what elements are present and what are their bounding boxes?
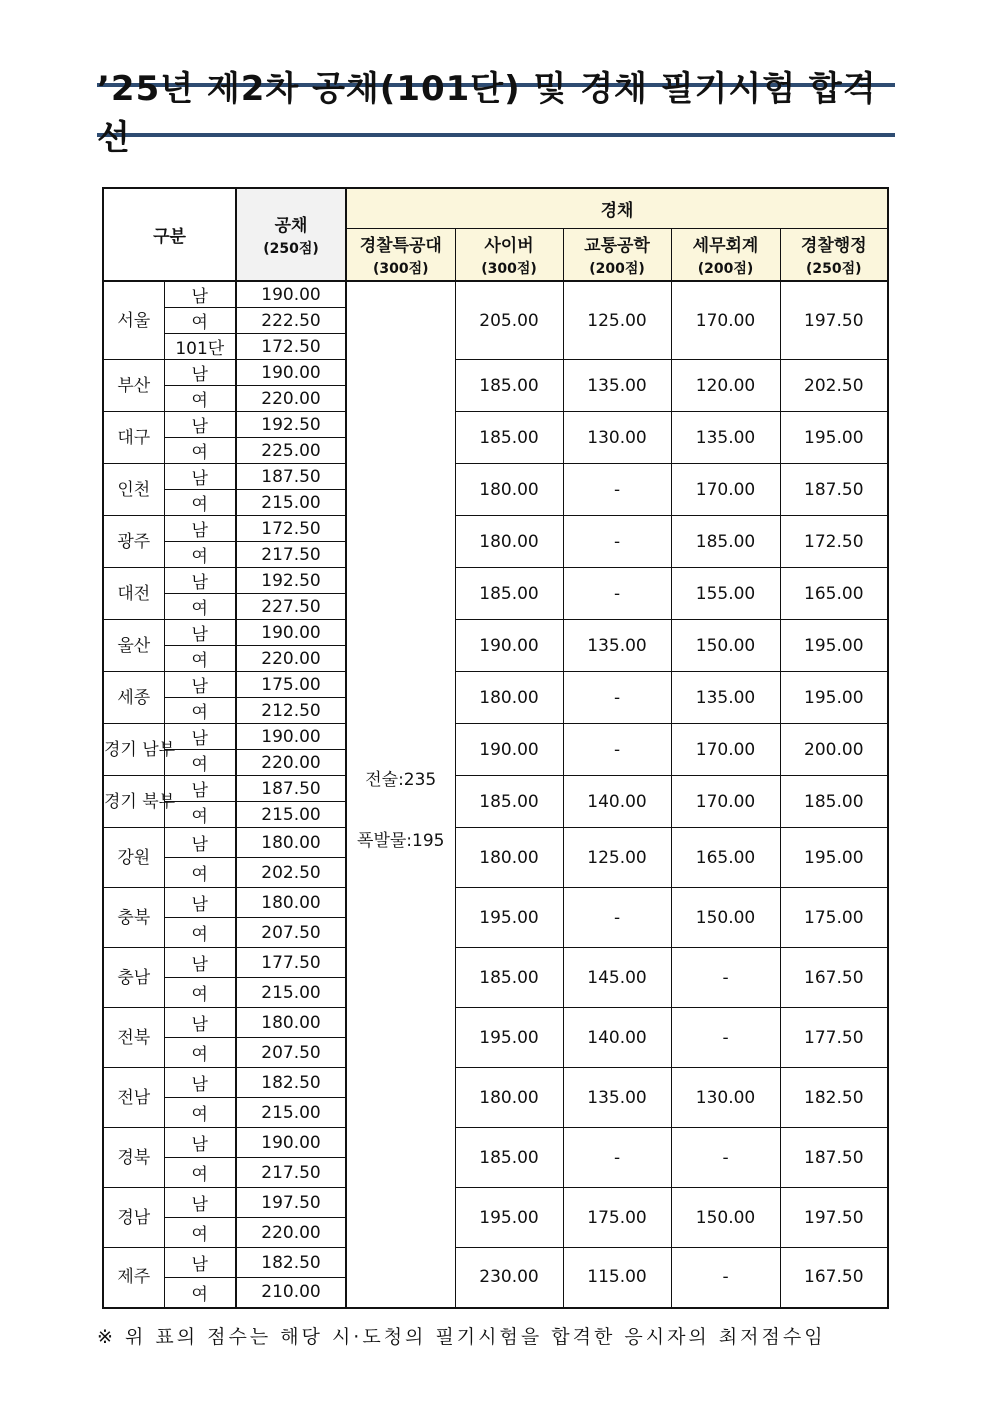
footnote: ※ 위 표의 점수는 해당 시·도청의 필기시험을 합격한 응시자의 최저점수임 [97,1326,826,1348]
tax-score: 155.00 [671,568,780,620]
cyber-score: 195.00 [455,1188,563,1248]
gender-label: 여 [164,308,236,334]
table-row [103,948,888,978]
cyber-score: 185.00 [455,776,563,828]
gender-label: 남 [164,360,236,386]
gender-label: 남 [164,464,236,490]
traffic-score: 140.00 [563,1008,671,1068]
region-name: 강원 [103,828,164,888]
traffic-score: 130.00 [563,412,671,464]
table-row [103,620,888,646]
gongchae-score: 225.00 [236,438,346,464]
gongchae-score: 215.00 [236,490,346,516]
cyber-score: 195.00 [455,1008,563,1068]
region-name: 경기 남부 [103,724,164,776]
admin-score: 195.00 [780,620,888,672]
header-gyeongchae: 경채 [346,188,888,228]
header-gongchae-points: (250점) [263,241,319,257]
gongchae-score: 215.00 [236,978,346,1008]
traffic-score: 125.00 [563,281,671,360]
tax-score: - [671,1008,780,1068]
table-row [103,828,888,858]
gender-label: 남 [164,828,236,858]
table-row [103,568,888,594]
region-name: 제주 [103,1248,164,1308]
cyber-score: 205.00 [455,281,563,360]
gongchae-score: 217.50 [236,542,346,568]
region-name: 충남 [103,948,164,1008]
tax-score: 150.00 [671,620,780,672]
table-row [103,1008,888,1038]
table-row [103,464,888,490]
region-name: 전북 [103,1008,164,1068]
table-body [103,281,888,1308]
traffic-score: - [563,1128,671,1188]
admin-score: 165.00 [780,568,888,620]
gongchae-score: 175.00 [236,672,346,698]
cyber-score: 190.00 [455,620,563,672]
gongchae-score: 215.00 [236,802,346,828]
gender-label: 남 [164,948,236,978]
region-name: 충북 [103,888,164,948]
table-row [103,776,888,802]
admin-score: 195.00 [780,412,888,464]
gender-label: 여 [164,918,236,948]
gender-label: 여 [164,802,236,828]
gongchae-score: 210.00 [236,1278,346,1308]
gongchae-score: 180.00 [236,888,346,918]
gongchae-score: 190.00 [236,281,346,308]
gongchae-score: 207.50 [236,918,346,948]
admin-score: 187.50 [780,464,888,516]
cyber-score: 180.00 [455,516,563,568]
region-name: 대전 [103,568,164,620]
header-col-label: 경찰행정 [800,235,867,256]
gender-label: 남 [164,888,236,918]
gender-label: 여 [164,750,236,776]
gender-label: 남 [164,1188,236,1218]
traffic-score: - [563,516,671,568]
gender-label: 남 [164,516,236,542]
admin-score: 187.50 [780,1128,888,1188]
header-col-cyber [455,228,563,281]
gongchae-score: 212.50 [236,698,346,724]
gender-label: 여 [164,1218,236,1248]
table-row [103,888,888,918]
gongchae-score: 190.00 [236,360,346,386]
cyber-score: 190.00 [455,724,563,776]
tax-score: 135.00 [671,672,780,724]
gongchae-score: 192.50 [236,412,346,438]
tax-score: 170.00 [671,776,780,828]
header-col-label: 교통공학 [584,235,650,256]
admin-score: 195.00 [780,672,888,724]
gender-label: 여 [164,438,236,464]
gongchae-score: 190.00 [236,1128,346,1158]
gender-label: 남 [164,1248,236,1278]
gender-label: 여 [164,978,236,1008]
gongchae-score: 190.00 [236,620,346,646]
cyber-score: 195.00 [455,888,563,948]
cutoff-table [102,187,889,1309]
admin-score: 175.00 [780,888,888,948]
cyber-score: 185.00 [455,412,563,464]
table-row [103,672,888,698]
gongchae-score: 215.00 [236,1098,346,1128]
table-row [103,281,888,308]
gender-label: 여 [164,646,236,672]
admin-score: 185.00 [780,776,888,828]
region-name: 경남 [103,1188,164,1248]
gender-label: 여 [164,1038,236,1068]
traffic-score: - [563,724,671,776]
cyber-score: 180.00 [455,672,563,724]
traffic-score: 175.00 [563,1188,671,1248]
table-row [103,724,888,750]
page-title: ’25년 제2차 공채(101단) 및 경채 필기시험 합격선 [97,69,877,158]
admin-score: 167.50 [780,948,888,1008]
traffic-score: 135.00 [563,360,671,412]
tax-score: - [671,1128,780,1188]
header-col-admin [780,228,888,281]
gender-label: 101단 [164,334,236,360]
gongchae-score: 220.00 [236,1218,346,1248]
gender-label: 남 [164,568,236,594]
table-row [103,1128,888,1158]
traffic-score: 135.00 [563,1068,671,1128]
cyber-score: 180.00 [455,1068,563,1128]
table-row [103,360,888,386]
table-row [103,1188,888,1218]
gender-label: 남 [164,1008,236,1038]
special-forces-tactics: 전술:235 [365,770,437,790]
traffic-score: - [563,464,671,516]
gongchae-score: 207.50 [236,1038,346,1068]
gongchae-score: 182.50 [236,1068,346,1098]
gender-label: 여 [164,1158,236,1188]
cyber-score: 185.00 [455,1128,563,1188]
cyber-score: 185.00 [455,568,563,620]
gongchae-score: 220.00 [236,386,346,412]
tax-score: - [671,948,780,1008]
region-name: 울산 [103,620,164,672]
admin-score: 197.50 [780,281,888,360]
gender-label: 남 [164,776,236,802]
traffic-score: - [563,672,671,724]
table-row [103,1068,888,1098]
gender-label: 여 [164,1098,236,1128]
header-col-tax [671,228,780,281]
cyber-score: 185.00 [455,948,563,1008]
header-col-points: (300점) [372,260,429,277]
gongchae-score: 197.50 [236,1188,346,1218]
gongchae-score: 182.50 [236,1248,346,1278]
table-row [103,516,888,542]
tax-score: 150.00 [671,888,780,948]
traffic-score: - [563,888,671,948]
admin-score: 202.50 [780,360,888,412]
gongchae-score: 180.00 [236,1008,346,1038]
gongchae-score: 202.50 [236,858,346,888]
gongchae-score: 192.50 [236,568,346,594]
cyber-score: 230.00 [455,1248,563,1308]
gender-label: 여 [164,386,236,412]
region-name: 경기 북부 [103,776,164,828]
region-name: 인천 [103,464,164,516]
header-col-points: (200점) [697,260,754,277]
gongchae-score: 177.50 [236,948,346,978]
gender-label: 남 [164,1128,236,1158]
gongchae-score: 172.50 [236,334,346,360]
gongchae-score: 227.50 [236,594,346,620]
region-name: 부산 [103,360,164,412]
tax-score: 120.00 [671,360,780,412]
admin-score: 197.50 [780,1188,888,1248]
gender-label: 여 [164,858,236,888]
cyber-score: 185.00 [455,360,563,412]
gongchae-score: 187.50 [236,776,346,802]
gender-label: 남 [164,724,236,750]
title-box [97,69,895,158]
table-row [103,1248,888,1278]
gender-label: 여 [164,490,236,516]
gender-label: 여 [164,698,236,724]
special-forces-cell [346,281,455,1308]
gender-label: 여 [164,542,236,568]
region-name: 서울 [103,281,164,360]
admin-score: 172.50 [780,516,888,568]
admin-score: 182.50 [780,1068,888,1128]
gongchae-score: 220.00 [236,646,346,672]
tax-score: 170.00 [671,724,780,776]
tax-score: - [671,1248,780,1308]
traffic-score: - [563,568,671,620]
gongchae-score: 187.50 [236,464,346,490]
tax-score: 130.00 [671,1068,780,1128]
gongchae-score: 172.50 [236,516,346,542]
admin-score: 167.50 [780,1248,888,1308]
admin-score: 195.00 [780,828,888,888]
region-name: 대구 [103,412,164,464]
region-name: 경북 [103,1128,164,1188]
gender-label: 남 [164,281,236,308]
tax-score: 170.00 [671,464,780,516]
gender-label: 여 [164,1278,236,1308]
admin-score: 177.50 [780,1008,888,1068]
gender-label: 남 [164,672,236,698]
traffic-score: 140.00 [563,776,671,828]
header-col-label: 사이버 [484,235,534,256]
table-row [103,412,888,438]
tax-score: 135.00 [671,412,780,464]
header-col-traffic [563,228,671,281]
special-forces-note [357,750,444,872]
header-col-points: (300점) [481,260,537,277]
gongchae-score: 180.00 [236,828,346,858]
header-gongchae [236,188,346,281]
cyber-score: 180.00 [455,828,563,888]
tax-score: 185.00 [671,516,780,568]
gongchae-score: 217.50 [236,1158,346,1188]
traffic-score: 125.00 [563,828,671,888]
traffic-score: 145.00 [563,948,671,1008]
gongchae-score: 220.00 [236,750,346,776]
header-col-special-forces [346,228,455,281]
gender-label: 남 [164,620,236,646]
gender-label: 여 [164,594,236,620]
header-col-label: 경찰특공대 [359,235,442,256]
header-col-label: 세무회계 [692,235,759,256]
gongchae-score: 222.50 [236,308,346,334]
traffic-score: 135.00 [563,620,671,672]
header-col-points: (200점) [589,260,645,277]
admin-score: 200.00 [780,724,888,776]
tax-score: 170.00 [671,281,780,360]
cyber-score: 180.00 [455,464,563,516]
header-col-points: (250점) [806,260,862,277]
region-name: 세종 [103,672,164,724]
special-forces-explosives: 폭발물:195 [357,831,445,851]
region-name: 전남 [103,1068,164,1128]
gongchae-score: 190.00 [236,724,346,750]
tax-score: 150.00 [671,1188,780,1248]
region-name: 광주 [103,516,164,568]
header-gongchae-label: 공채 [274,216,308,236]
gender-label: 남 [164,1068,236,1098]
header-category: 구분 [103,188,236,281]
gender-label: 남 [164,412,236,438]
traffic-score: 115.00 [563,1248,671,1308]
tax-score: 165.00 [671,828,780,888]
